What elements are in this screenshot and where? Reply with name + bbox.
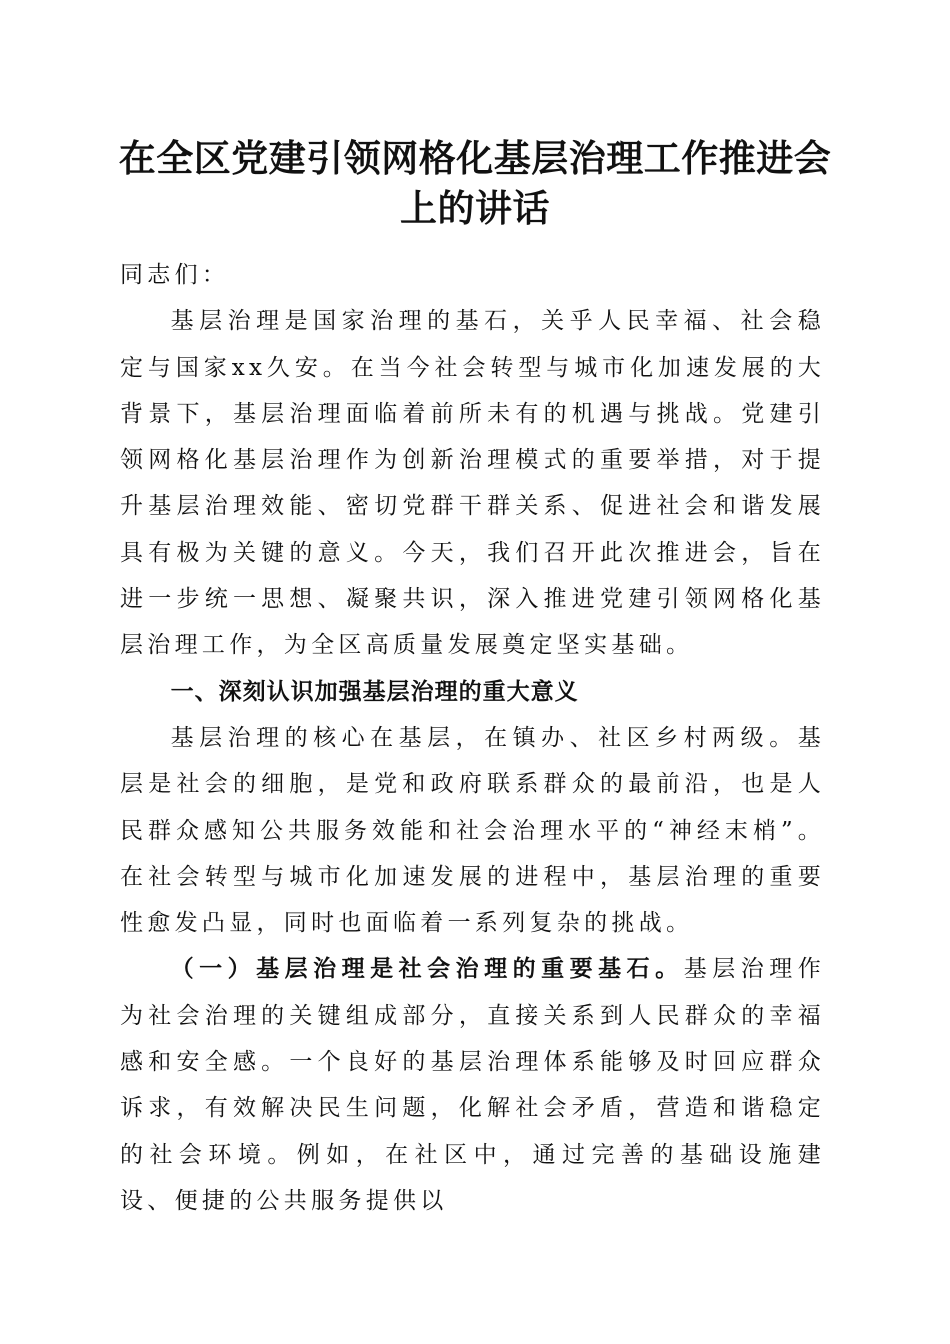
subsection-1-lead: （一）基层治理是社会治理的重要基石。 — [170, 955, 684, 983]
subsection-1-paragraph — [120, 946, 825, 1224]
section-1-paragraph: 基层治理的核心在基层，在镇办、社区乡村两级。基层是社会的细胞，是党和政府联系群众的最前沿，也是人民群众感知公共服务效能和社会治理水平的“神经末梢”。在社会转型与城市化加速发展的进程中，基层治理的重要性愈发凸显，同时也面临着一系列复杂的挑战。 — [120, 724, 825, 937]
salutation: 同志们： — [120, 262, 230, 288]
subsection-1-body: 基层治理作为社会治理的关键组成部分，直接关系到人民群众的幸福感和安全感。一个良好的基层治理体系能够及时回应群众诉求，有效解决民生问题，化解社会矛盾，营造和谐稳定的社会环境。例如，在社区中，通过完善的基础设施建设、便捷的公共服务提供以 — [120, 956, 826, 1214]
document-body — [120, 252, 825, 1224]
document-title: 在全区党建引领网格化基层治理工作推进会上的讲话 — [118, 136, 832, 230]
section-heading-1: 一、深刻认识加强基层治理的重大意义 — [170, 678, 579, 705]
intro-paragraph: 基层治理是国家治理的基石，关乎人民幸福、社会稳定与国家xx久安。在当今社会转型与城市化加速发展的大背景下，基层治理面临着前所未有的机遇与挑战。党建引领网格化基层治理作为创新治理模式的重要举措，对于提升基层治理效能、密切党群干群关系、促进社会和谐发展具有极为关键的意义。今天，我们召开此次推进会，旨在进一步统一思想、凝聚共识，深入推进党建引领网格化基层治理工作，为全区高质量发展奠定坚实基础。 — [120, 308, 825, 659]
